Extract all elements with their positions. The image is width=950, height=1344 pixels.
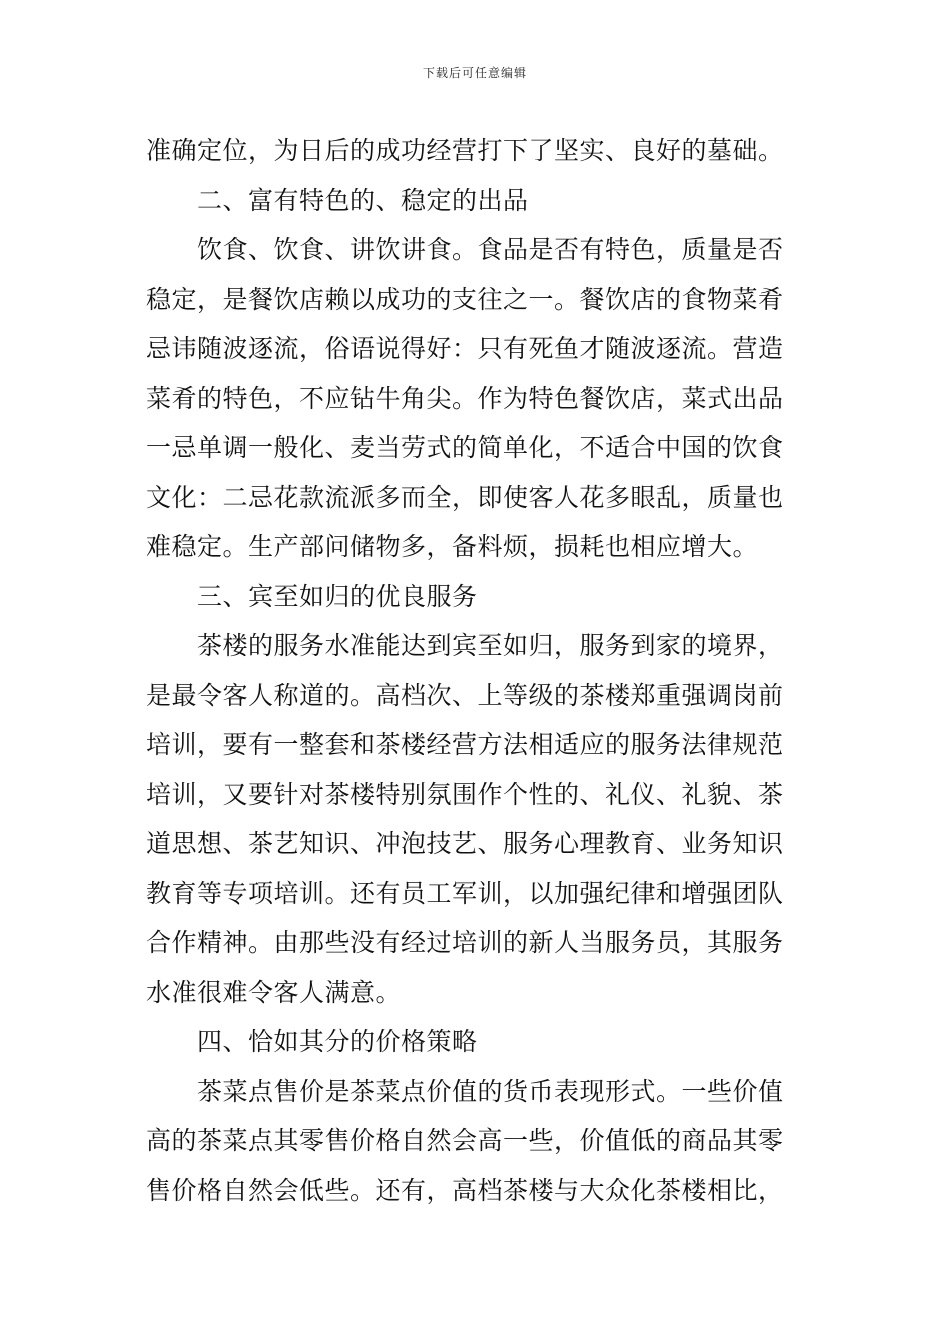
text-line: 是最令客人称道的。高档次、上等级的茶楼郑重强调岗前 [146,680,784,710]
text-line: 二、富有特色的、稳定的出品 [197,185,529,215]
text-line: 道思想、茶艺知识、冲泡技艺、服务心理教育、业务知识 [146,829,784,858]
text-line: 稳定，是餐饮店赖以成功的支往之一。餐饮店的食物菜肴 [146,284,784,314]
text-line: 一忌单调一般化、麦当劳式的简单化，不适合中国的饮食 [146,433,784,462]
text-line: 售价格自然会低些。还有，高档茶楼与大众化茶楼相比， [146,1175,784,1205]
text-line: 培训，又要针对茶楼特别氛围作个性的、礼仪、礼貌、茶 [146,779,784,809]
text-line: 茶菜点售价是茶菜点价值的货币表现形式。一些价值 [197,1076,784,1106]
text-line: 水准很难令客人满意。 [146,977,402,1007]
text-line: 茶楼的服务水准能达到宾至如归，服务到家的境界， [197,631,784,660]
text-line: 合作精神。由那些没有经过培训的新人当服务员，其服务 [146,928,784,957]
text-line: 准确定位，为日后的成功经营打下了坚实、良好的墓础。 [146,136,784,165]
text-line: 教育等专项培训。还有员工军训，以加强纪律和增强团队 [146,878,784,908]
text-line: 饮食、饮食、讲饮讲食。食品是否有特色，质量是否 [197,235,784,264]
text-line: 难稳定。生产部问储物多，备料烦，损耗也相应增大。 [146,532,759,561]
text-line: 培训，要有一整套和茶楼经营方法相适应的服务法律规范 [146,730,784,759]
text-line: 三、宾至如归的优良服务 [197,581,478,611]
page-header: 下载后可任意编辑 [422,66,527,80]
text-line: 忌讳随波逐流，俗语说得好：只有死鱼才随波逐流。营造 [146,334,784,363]
text-line: 四、恰如其分的价格策略 [197,1027,478,1056]
document-body [146,126,808,1215]
text-line: 菜肴的特色，不应钻牛角尖。作为特色餐饮店，菜式出品 [146,383,784,413]
text-line: 文化：二忌花款流派多而全，即使客人花多眼乱，质量也 [146,482,784,512]
text-line: 高的茶菜点其零售价格自然会高一些，价值低的商品其零 [146,1126,784,1155]
